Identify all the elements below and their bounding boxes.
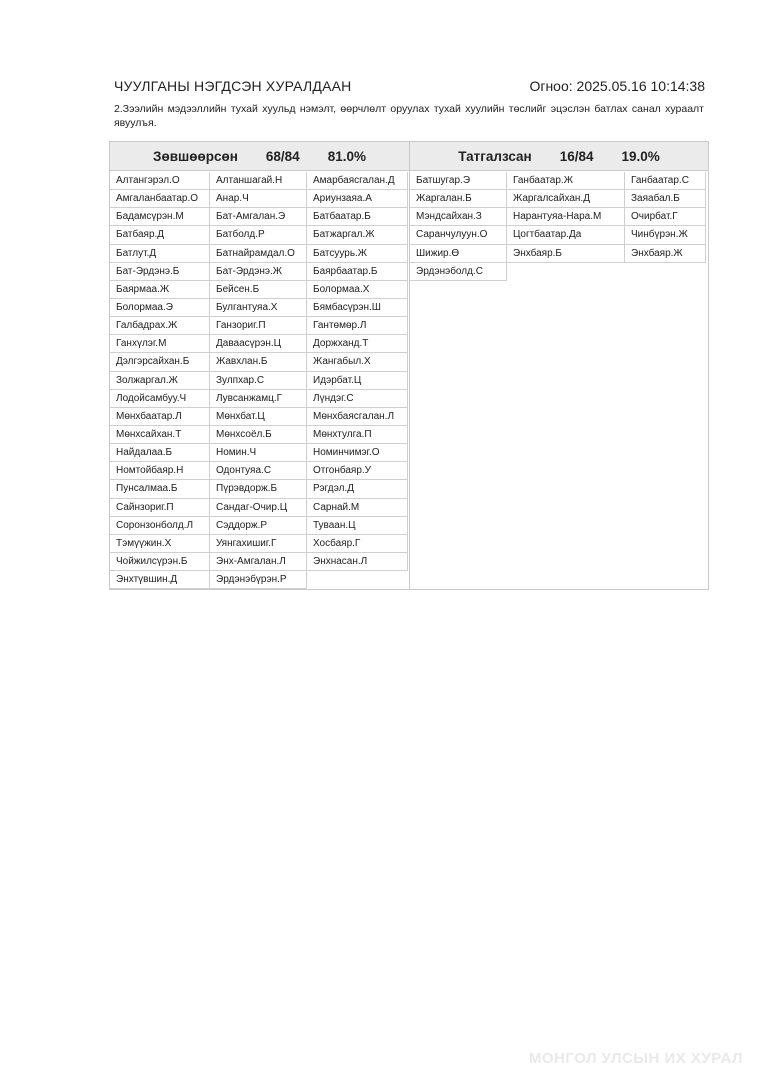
yes-voter-name: Тэмүүжин.Х bbox=[110, 535, 210, 553]
yes-voter-name: Чойжилсүрэн.Б bbox=[110, 553, 210, 571]
yes-voter-name: Батболд.Р bbox=[210, 226, 307, 244]
yes-voter-name: Пунсалмаа.Б bbox=[110, 480, 210, 498]
yes-voter-name: Бат-Эрдэнэ.Ж bbox=[210, 263, 307, 281]
no-voter-name: Жаргалсайхан.Д bbox=[507, 190, 625, 208]
yes-voter-name: Найдалаа.Б bbox=[110, 444, 210, 462]
yes-voter-name: Мөнхтулга.П bbox=[307, 426, 408, 444]
yes-voter-name: Зулпхар.С bbox=[210, 372, 307, 390]
no-panel bbox=[409, 141, 709, 590]
yes-voter-name: Бат-Амгалан.Э bbox=[210, 208, 307, 226]
yes-voter-name: Жангабыл.Х bbox=[307, 353, 408, 371]
yes-voter-name: Сарнай.М bbox=[307, 499, 408, 517]
yes-voter-name: Хосбаяр.Г bbox=[307, 535, 408, 553]
no-voter-name: Ганбаатар.Ж bbox=[507, 172, 625, 190]
vote-subject: 2.Зээлийн мэдээллийн тухай хуульд нэмэлт, өөрчлөлт оруулах тухай хуулийн төслийг эцэслэн батлах санал хураалт явуулъя. bbox=[114, 103, 704, 129]
yes-voter-name: Батжаргал.Ж bbox=[307, 226, 408, 244]
yes-voter-name: Амгаланбаатар.О bbox=[110, 190, 210, 208]
yes-voter-name: Энхтүвшин.Д bbox=[110, 571, 210, 589]
yes-voter-name: Доржханд.Т bbox=[307, 335, 408, 353]
yes-header bbox=[110, 142, 409, 171]
no-header bbox=[410, 142, 708, 171]
yes-voter-name: Сайнзориг.П bbox=[110, 499, 210, 517]
yes-voter-name: Энх-Амгалан.Л bbox=[210, 553, 307, 571]
yes-voter-name: Анар.Ч bbox=[210, 190, 307, 208]
no-voter-name: Саранчулуун.О bbox=[410, 226, 507, 244]
watermark: МОНГОЛ УЛСЫН ИХ ХУРАЛ bbox=[528, 1050, 743, 1067]
yes-voter-name: Бадамсүрэн.М bbox=[110, 208, 210, 226]
no-voter-name: Очирбат.Г bbox=[625, 208, 706, 226]
yes-voter-name: Ганзориг.П bbox=[210, 317, 307, 335]
yes-voter-name: Болормаа.Э bbox=[110, 299, 210, 317]
yes-panel bbox=[109, 141, 410, 590]
yes-voter-name: Батбаяр.Д bbox=[110, 226, 210, 244]
yes-voter-name: Пүрэвдорж.Б bbox=[210, 480, 307, 498]
yes-voter-name: Эрдэнэбүрэн.Р bbox=[210, 571, 307, 589]
no-voter-name: Жаргалан.Б bbox=[410, 190, 507, 208]
yes-voter-name: Номтойбаяр.Н bbox=[110, 462, 210, 480]
yes-voter-name: Одонтуяа.С bbox=[210, 462, 307, 480]
yes-voter-name: Алтангэрэл.О bbox=[110, 172, 210, 190]
yes-voter-name: Сандаг-Очир.Ц bbox=[210, 499, 307, 517]
yes-voter-name: Дэлгэрсайхан.Б bbox=[110, 353, 210, 371]
yes-voter-name: Лувсанжамц.Г bbox=[210, 390, 307, 408]
yes-voter-name: Галбадрах.Ж bbox=[110, 317, 210, 335]
no-voter-name: Эрдэнэболд.С bbox=[410, 263, 507, 281]
yes-voter-name: Мөнхбаатар.Л bbox=[110, 408, 210, 426]
yes-voter-name: Бямбасүрэн.Ш bbox=[307, 299, 408, 317]
no-voter-name: Цогтбаатар.Да bbox=[507, 226, 625, 244]
yes-voter-name: Мөнхбаясгалан.Л bbox=[307, 408, 408, 426]
no-voter-name: Мэндсайхан.З bbox=[410, 208, 507, 226]
no-voter-grid bbox=[410, 172, 708, 281]
yes-voter-name: Батсуурь.Ж bbox=[307, 245, 408, 263]
yes-voter-name: Золжаргал.Ж bbox=[110, 372, 210, 390]
no-voter-name: Заяабал.Б bbox=[625, 190, 706, 208]
yes-percent: 81.0% bbox=[327, 148, 366, 164]
session-title: ЧУУЛГАНЫ НЭГДСЭН ХУРАЛДААН bbox=[114, 78, 352, 94]
yes-voter-name: Рэгдэл.Д bbox=[307, 480, 408, 498]
yes-voter-name: Батбаатар.Б bbox=[307, 208, 408, 226]
yes-voter-name: Лүндэг.С bbox=[307, 390, 408, 408]
yes-voter-name: Мөнхсоёл.Б bbox=[210, 426, 307, 444]
no-voter-name: Шижир.Ө bbox=[410, 245, 507, 263]
yes-voter-name: Ганхүлэг.М bbox=[110, 335, 210, 353]
yes-voter-name: Отгонбаяр.У bbox=[307, 462, 408, 480]
no-voter-name: Чинбүрэн.Ж bbox=[625, 226, 706, 244]
no-label: Татгалзсан bbox=[458, 148, 532, 164]
no-voter-name: Энхбаяр.Б bbox=[507, 245, 625, 263]
yes-voter-name: Соронзонболд.Л bbox=[110, 517, 210, 535]
no-count: 16/84 bbox=[559, 148, 594, 164]
yes-voter-name: Бейсен.Б bbox=[210, 281, 307, 299]
yes-voter-name: Баярмаа.Ж bbox=[110, 281, 210, 299]
yes-voter-name: Уянгахишиг.Г bbox=[210, 535, 307, 553]
yes-voter-name: Жавхлан.Б bbox=[210, 353, 307, 371]
yes-voter-name: Батнайрамдал.О bbox=[210, 245, 307, 263]
yes-voter-name: Гантөмөр.Л bbox=[307, 317, 408, 335]
yes-voter-name: Бат-Эрдэнэ.Б bbox=[110, 263, 210, 281]
yes-label: Зөвшөөрсөн bbox=[153, 148, 238, 164]
yes-voter-name: Батлут.Д bbox=[110, 245, 210, 263]
yes-voter-name: Энхнасан.Л bbox=[307, 553, 408, 571]
yes-voter-name: Даваасүрэн.Ц bbox=[210, 335, 307, 353]
yes-voter-name: Баярбаатар.Б bbox=[307, 263, 408, 281]
yes-voter-name: Мөнхсайхан.Т bbox=[110, 426, 210, 444]
yes-voter-name: Булгантуяа.Х bbox=[210, 299, 307, 317]
yes-voter-name: Алтаншагай.Н bbox=[210, 172, 307, 190]
no-voter-name: Энхбаяр.Ж bbox=[625, 245, 706, 263]
no-voter-name: Нарантуяа-Нара.М bbox=[507, 208, 625, 226]
yes-voter-name: Болормаа.Х bbox=[307, 281, 408, 299]
session-date: Огноо: 2025.05.16 10:14:38 bbox=[529, 78, 705, 94]
yes-voter-name: Туваан.Ц bbox=[307, 517, 408, 535]
yes-voter-name: Лодойсамбуу.Ч bbox=[110, 390, 210, 408]
yes-voter-name: Идэрбат.Ц bbox=[307, 372, 408, 390]
yes-voter-name: Амарбаясгалан.Д bbox=[307, 172, 408, 190]
no-voter-name: Ганбаатар.С bbox=[625, 172, 706, 190]
yes-voter-name: Сэддорж.Р bbox=[210, 517, 307, 535]
yes-voter-grid bbox=[110, 172, 409, 589]
yes-voter-name: Мөнхбат.Ц bbox=[210, 408, 307, 426]
yes-voter-name: Ариунзаяа.А bbox=[307, 190, 408, 208]
yes-voter-name: Номинчимэг.О bbox=[307, 444, 408, 462]
yes-voter-name: Номин.Ч bbox=[210, 444, 307, 462]
yes-count: 68/84 bbox=[265, 148, 300, 164]
no-percent: 19.0% bbox=[621, 148, 660, 164]
no-voter-name: Батшугар.Э bbox=[410, 172, 507, 190]
